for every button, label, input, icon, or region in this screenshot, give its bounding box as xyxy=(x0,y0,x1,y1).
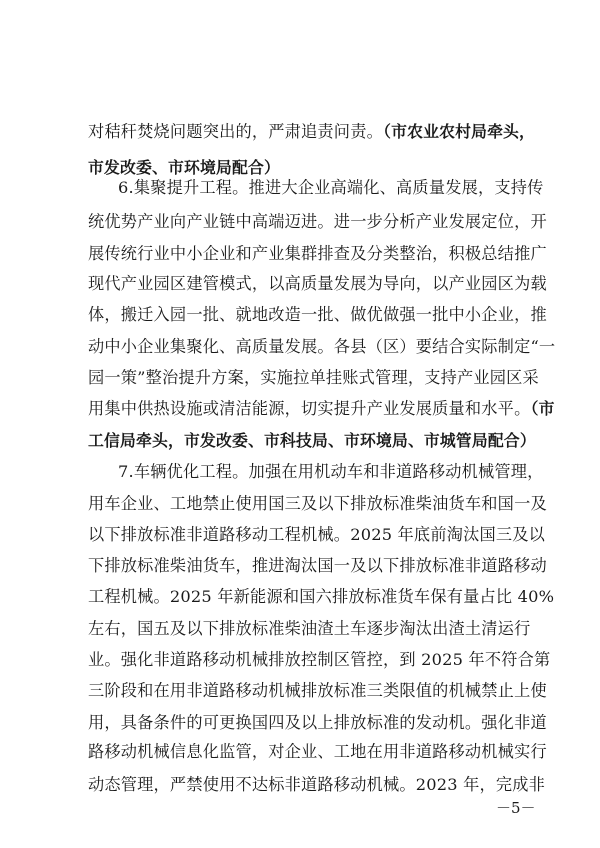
responsible-dept-note: （市 xyxy=(530,399,555,418)
line-text: 路移动机械信息化监管，对企业、工地在用非道路移动机械实行 xyxy=(88,742,547,761)
line-text: 动态管理，严禁使用不达标非道路移动机械。2023 年，完成非 xyxy=(88,775,546,794)
line-text: 统优势产业向产业链中高端迈进。进一步分析产业发展定位，开 xyxy=(88,212,547,231)
line-text: 6.集聚提升工程。推进大企业高端化、高质量发展，支持传 xyxy=(118,178,544,197)
text-line xyxy=(88,619,531,639)
line-text: 园一策”整治提升方案，实施拉单挂账式管理，支持产业园区采 xyxy=(88,368,539,387)
responsible-dept-note: 市发改委、市环境局配合） xyxy=(88,158,280,177)
text-line xyxy=(88,650,551,670)
text-line xyxy=(88,274,547,294)
line-text: 用集中供热设施或清洁能源，切实提升产业发展质量和水平。 xyxy=(88,399,531,418)
text-line xyxy=(88,399,555,419)
line-text: 用车企业、工地禁止使用国三及以下排放标准柴油货车和国一及 xyxy=(88,494,547,513)
text-line xyxy=(88,587,555,607)
text-line xyxy=(88,775,546,795)
line-text: 展传统行业中小企业和产业集群排查及分类整治，积极总结推广 xyxy=(88,244,547,263)
page-number: －5－ xyxy=(496,799,536,817)
line-text: 业。强化非道路移动机械排放控制区管控，到 2025 年不符合第 xyxy=(88,650,551,669)
text-line xyxy=(88,368,539,388)
line-text: 三阶段和在用非道路移动机械排放标准三类限值的机械禁止上使 xyxy=(88,681,547,700)
line-text: 现代产业园区建管模式，以高质量发展为导向，以产业园区为载 xyxy=(88,274,547,293)
line-text: 用，具备条件的可更换国四及以上排放标准的发动机。强化非道 xyxy=(88,713,547,732)
text-line xyxy=(88,244,547,264)
line-text: 左右，国五及以下排放标准柴油渣土车逐步淘汰出渣土清运行 xyxy=(88,619,531,638)
responsible-dept-note: （市农业农村局牵头， xyxy=(382,122,536,141)
text-line xyxy=(88,337,556,357)
line-text: 动中小企业集聚化、高质量发展。各县（区）要结合实际制定“一 xyxy=(88,337,556,356)
line-text: 下排放标准柴油货车，推进淘汰国一及以下排放标准非道路移动 xyxy=(88,556,547,575)
text-line xyxy=(88,431,536,451)
text-line xyxy=(88,212,547,232)
text-line xyxy=(88,681,547,701)
line-text: 对秸秆焚烧问题突出的，严肃追责问责。 xyxy=(88,122,383,141)
text-line xyxy=(88,494,547,514)
section-heading-line xyxy=(118,462,544,482)
text-line xyxy=(88,122,536,142)
line-text: 体，搬迁入园一批、就地改造一批、做优做强一批中小企业，推 xyxy=(88,305,547,324)
line-text: 以下排放标准非道路移动工程机械。2025 年底前淘汰国三及以 xyxy=(88,525,546,544)
text-line xyxy=(88,525,546,545)
line-text: 7.车辆优化工程。加强在用机动车和非道路移动机械管理， xyxy=(118,462,544,481)
text-line xyxy=(88,158,528,178)
line-text: 工程机械。2025 年新能源和国六排放标准货车保有量占比 40% xyxy=(88,587,555,606)
section-heading-line xyxy=(118,178,544,198)
text-line xyxy=(88,713,547,733)
text-line xyxy=(88,742,547,762)
responsible-dept-note: 工信局牵头，市发改委、市科技局、市环境局、市城管局配合） xyxy=(88,431,536,450)
text-line xyxy=(88,556,547,576)
text-line xyxy=(88,305,547,325)
